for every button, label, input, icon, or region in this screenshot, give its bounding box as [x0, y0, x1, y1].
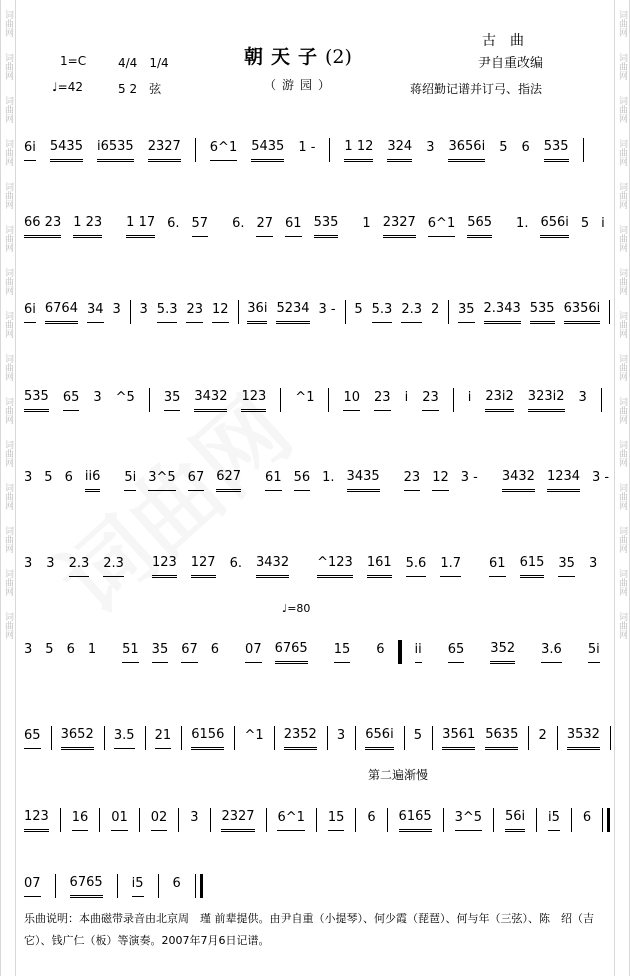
note-group: 2 — [431, 302, 440, 317]
note-group: 3 — [112, 302, 121, 317]
note-group: 1234 — [547, 469, 580, 492]
note-group: 1 - — [298, 140, 316, 155]
note-group: 3432 — [194, 389, 227, 412]
barline — [493, 808, 494, 832]
note-group: 123 — [24, 809, 49, 832]
barline — [178, 808, 179, 832]
barline — [329, 138, 330, 162]
note-group: 5 — [44, 470, 53, 485]
note-group: 535 — [24, 389, 49, 412]
note-group: 6 — [172, 876, 181, 891]
barline — [158, 874, 159, 898]
note-group: 21 — [155, 728, 172, 749]
note-group: 36i — [247, 301, 267, 324]
tempo-marking: ♩=42 — [52, 80, 83, 94]
notes-line — [24, 554, 610, 578]
notes-line — [24, 808, 610, 832]
note-group: i5 — [132, 876, 144, 897]
note-group: 6 — [521, 140, 530, 155]
note-group: 6. — [167, 216, 180, 231]
note-group: 3 — [588, 556, 598, 571]
note-group: 3.6 — [541, 642, 562, 663]
note-group: 6^1 — [277, 810, 304, 831]
note-group: 5i — [588, 642, 600, 663]
note-group: 6^1 — [210, 140, 237, 161]
note-group: 352 — [490, 641, 515, 664]
note-group: 2352 — [284, 727, 317, 750]
note-group: 12 — [212, 302, 229, 323]
barline — [571, 808, 572, 832]
note-group: 3 - — [592, 470, 610, 485]
barline — [266, 808, 267, 832]
note-group: 565 — [467, 215, 492, 238]
page-subtitle: （游园） — [264, 78, 337, 92]
note-group: 2 — [538, 728, 547, 743]
note-group: 65 — [63, 390, 80, 411]
barline — [238, 300, 239, 324]
note-group: 61 — [265, 470, 282, 491]
note-group: 57 — [192, 216, 209, 237]
note-group: i — [404, 390, 409, 405]
note-group: i — [601, 216, 605, 231]
note-group: 16 — [72, 810, 89, 831]
left-watermark-strip: 词曲网 词曲网 词曲网 词曲网 词曲网 词曲网 词曲网 词曲网 词曲网 词曲网 词曲网 词曲网 词曲网 词曲网 词曲网 — [0, 0, 16, 976]
note-group: 1 12 — [344, 139, 373, 162]
note-group: 5 — [45, 642, 54, 657]
note-group: 161 — [367, 555, 392, 578]
note-group: 5i — [124, 470, 136, 491]
notes-line — [24, 388, 610, 412]
note-group: 01 — [111, 810, 128, 831]
note-group: 07 — [24, 876, 41, 897]
note-group: 61 — [489, 556, 506, 577]
note-group: 3561 — [442, 727, 475, 750]
score-row — [24, 710, 610, 750]
notes-line — [24, 726, 610, 750]
note-group: ii — [415, 642, 422, 663]
note-group: 2327 — [383, 215, 416, 238]
note-group: 535 — [314, 215, 339, 238]
note-group: 3432 — [256, 555, 289, 578]
score-row — [24, 452, 610, 492]
note-group: 56 — [294, 470, 311, 491]
footer-description: 乐曲说明：本曲磁带录音由北京周 瑾 前辈提供。由尹自重（小提琴）、何少霞（琵琶）、何与年（三弦）、陈 绍（吉它）、钱广仁（板）等演奏。2007年7月6日记谱。 — [24, 912, 594, 947]
arranger-label: 尹自重改编 — [478, 56, 544, 71]
barline — [602, 808, 610, 832]
note-group: 5 — [354, 302, 363, 317]
note-group: 3 — [24, 556, 33, 571]
note-group: 6 — [582, 810, 592, 825]
page-title: 朝天子(2) — [244, 46, 352, 68]
note-group: 66 23 — [24, 215, 61, 238]
note-group: 6. — [229, 556, 242, 571]
note-group: 23i2 — [485, 389, 513, 412]
score-row — [24, 372, 610, 412]
note-group: 3435 — [347, 469, 380, 492]
score-row — [24, 538, 610, 578]
tuning-label: 5 2 弦 — [118, 82, 162, 96]
note-group: 1.7 — [440, 556, 461, 577]
note-group: 2327 — [221, 809, 254, 832]
note-group: 1 — [362, 216, 371, 231]
notes-line — [24, 138, 610, 162]
origin-label: 古 曲 — [482, 33, 524, 49]
note-group: 3 - — [460, 470, 478, 485]
note-group: 323i2 — [528, 389, 565, 412]
barline — [443, 808, 444, 832]
note-group: 6 — [367, 810, 376, 825]
note-group: 5.3 — [157, 302, 178, 323]
note-group: ii6 — [85, 469, 101, 492]
note-group: 3 — [24, 642, 33, 657]
note-group: 3 — [336, 728, 346, 743]
score-row — [24, 122, 610, 162]
notes-line — [24, 300, 610, 324]
note-group: 535 — [530, 301, 555, 324]
score-row — [24, 624, 610, 664]
note-group: 2.3 — [69, 556, 90, 577]
note-group: 5.6 — [406, 556, 427, 577]
barline — [55, 874, 56, 898]
barline — [328, 388, 329, 412]
note-group: 6765 — [70, 875, 103, 898]
barline — [609, 300, 610, 324]
barline — [60, 808, 61, 832]
note-group: 1 — [87, 642, 97, 657]
barline — [316, 808, 317, 832]
note-group: 10 — [343, 390, 360, 411]
score-row — [24, 858, 610, 898]
notes-line — [24, 874, 610, 898]
note-group: 5.3 — [372, 302, 393, 323]
barline — [149, 388, 150, 412]
barline — [99, 808, 100, 832]
note-group: 5 — [499, 140, 508, 155]
notes-line — [24, 214, 610, 238]
note-group: 67 — [181, 642, 198, 663]
note-group: 6i — [24, 140, 36, 161]
note-group: 6^1 — [428, 216, 455, 237]
note-group: 535 — [544, 139, 569, 162]
barline — [130, 300, 131, 324]
note-group: 627 — [216, 469, 241, 492]
note-group: 23 — [374, 390, 391, 411]
score-row — [24, 284, 610, 324]
note-group: 65 — [448, 642, 465, 663]
editor-credit: 蒋绍勤记谱并订弓、指法 — [410, 82, 543, 96]
note-group: 5 — [580, 216, 590, 231]
note-group: 6 — [376, 642, 385, 657]
time-signature: 4/4 1/4 — [118, 56, 169, 70]
note-group: 3^5 — [455, 810, 482, 831]
note-group: 6765 — [275, 641, 308, 664]
note-group: ^5 — [115, 390, 135, 405]
note-group: 2.3 — [103, 556, 124, 577]
note-group: 23 — [186, 302, 203, 323]
note-group: 5435 — [251, 139, 284, 162]
note-group: 35 — [152, 642, 169, 663]
note-group: 127 — [191, 555, 216, 578]
note-group: 3532 — [567, 727, 600, 750]
note-group: 3652 — [61, 727, 94, 750]
barline — [453, 388, 454, 412]
note-group: 324 — [387, 139, 412, 162]
note-group: 6 — [210, 642, 220, 657]
note-group: 3 - — [318, 302, 336, 317]
note-group: 12 — [432, 470, 449, 491]
barline — [280, 388, 281, 412]
note-group: 3 — [426, 140, 435, 155]
note-group: 656i — [365, 727, 393, 750]
note-group: 6i — [24, 302, 36, 323]
barline — [601, 388, 602, 412]
note-group: 34 — [87, 302, 104, 323]
barline — [398, 640, 402, 664]
note-group: 3 — [190, 810, 199, 825]
note-group: 1. — [322, 470, 335, 485]
note-group: 3 — [139, 302, 148, 317]
note-group: 07 — [245, 642, 262, 663]
notes-line — [24, 468, 610, 492]
note-group: 61 — [285, 216, 302, 237]
barline — [536, 808, 537, 832]
barline — [345, 300, 346, 324]
note-group: 35 — [458, 302, 475, 323]
key-signature: 1=C — [60, 54, 87, 68]
note-group: 51 — [122, 642, 139, 663]
note-group: 6 — [64, 470, 73, 485]
note-group: 6. — [232, 216, 245, 231]
note-group: 3 — [578, 390, 587, 405]
note-group: 27 — [256, 216, 273, 237]
note-group: 6156 — [191, 727, 224, 750]
note-group: 35 — [558, 556, 575, 577]
note-group: 2.343 — [484, 301, 521, 324]
note-group: 5635 — [485, 727, 518, 750]
note-group: 15 — [334, 642, 351, 663]
score-row — [24, 198, 610, 238]
barline — [195, 874, 203, 898]
note-group: 3.5 — [114, 728, 135, 749]
note-group: 5435 — [50, 139, 83, 162]
note-group: i — [467, 390, 472, 405]
note-group: 5 — [413, 728, 423, 743]
note-group: 65 — [24, 728, 41, 749]
section-label: 第二遍渐慢 — [368, 768, 429, 782]
note-group: i6535 — [97, 139, 134, 162]
note-group: 2327 — [148, 139, 181, 162]
note-group: 3 — [46, 556, 55, 571]
note-group: 3 — [93, 390, 102, 405]
note-group: 23 — [422, 390, 439, 411]
tempo-change-marking: ♩=80 — [282, 602, 311, 615]
note-group: 6165 — [399, 809, 432, 832]
right-watermark-strip: 词曲网 词曲网 词曲网 词曲网 词曲网 词曲网 词曲网 词曲网 词曲网 词曲网 词曲网 词曲网 词曲网 词曲网 词曲网 — [614, 0, 630, 976]
note-group: 23 — [404, 470, 421, 491]
note-group: 6 — [66, 642, 75, 657]
note-group: 56i — [505, 809, 525, 832]
barline — [117, 874, 118, 898]
note-group: 6764 — [45, 301, 78, 324]
note-group: 3 — [24, 470, 33, 485]
note-group: ^1 — [244, 728, 264, 743]
score-row — [24, 792, 610, 832]
barline — [210, 808, 211, 832]
barline — [195, 138, 196, 162]
note-group: 123 — [241, 389, 266, 412]
note-group: ^1 — [295, 390, 315, 405]
note-group: 3^5 — [148, 470, 175, 491]
note-group: 1 17 — [126, 215, 155, 238]
barline — [355, 808, 356, 832]
note-group: 615 — [520, 555, 545, 578]
note-group: 2.3 — [401, 302, 422, 323]
note-group: 35 — [164, 390, 181, 411]
barline — [448, 300, 449, 324]
barline — [387, 808, 388, 832]
notes-line — [24, 640, 610, 664]
note-group: 6356i — [564, 301, 601, 324]
note-group: ^123 — [317, 555, 353, 578]
note-group: 02 — [151, 810, 168, 831]
note-group: 3656i — [448, 139, 485, 162]
note-group: i5 — [548, 810, 560, 831]
note-group: 15 — [328, 810, 345, 831]
note-group: 5234 — [276, 301, 309, 324]
note-group: 3432 — [502, 469, 535, 492]
note-group: 1. — [516, 216, 529, 231]
note-group: 67 — [188, 470, 205, 491]
note-group: 123 — [152, 555, 177, 578]
note-group: 1 23 — [73, 215, 102, 238]
barline — [583, 138, 584, 162]
note-group: 656i — [540, 215, 568, 238]
barline — [139, 808, 140, 832]
